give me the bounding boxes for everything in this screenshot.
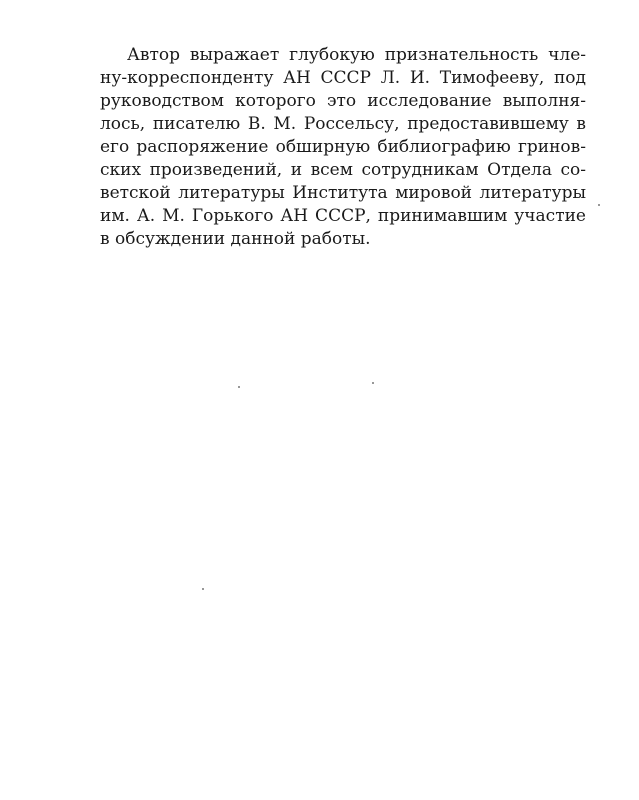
acknowledgement-paragraph [100, 44, 586, 251]
paragraph-line: в обсуждении данной работы. [100, 229, 371, 249]
paragraph-line: лось, писателю В. М. Россельсу, предоставившему в [100, 114, 586, 134]
paragraph-line: ну-корреспонденту АН СССР Л. И. Тимофееву, под [100, 68, 586, 88]
paragraph-line: ских произведений, и всем сотрудникам Отдела со- [100, 160, 586, 180]
scan-speck [598, 204, 600, 206]
paragraph-line: его распоряжение обширную библиографию гринов- [100, 137, 586, 157]
paragraph-line: ветской литературы Института мировой литературы [100, 183, 586, 203]
scan-speck [372, 382, 374, 384]
paragraph-line: им. А. М. Горького АН СССР, принимавшим участие [100, 206, 586, 226]
scan-speck [238, 386, 240, 388]
paragraph-line: руководством которого это исследование выполня- [100, 91, 586, 111]
paragraph-line: Автор выражает глубокую признательность чле- [127, 45, 586, 65]
scan-speck [202, 588, 204, 590]
